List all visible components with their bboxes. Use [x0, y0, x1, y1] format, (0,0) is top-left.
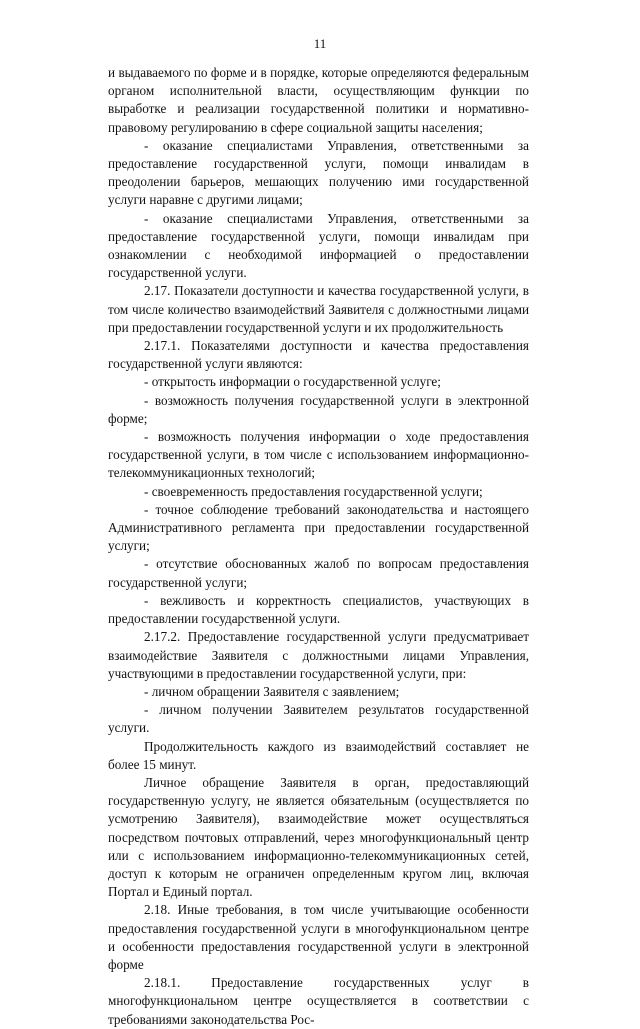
page-number: 11	[313, 36, 327, 51]
paragraph: Продолжительность каждого из взаимодействий составляет не более 15 минут.	[108, 738, 529, 772]
document-body	[108, 64, 529, 1029]
paragraph: - возможность получения информации о ходе предоставления государственной услуги, в том числе с использованием информационно-телекоммуникационных технологий;	[108, 429, 529, 481]
paragraph: - возможность получения государственной услуги в электронной форме;	[108, 392, 529, 426]
paragraph: - личном обращении Заявителя с заявлением;	[144, 683, 400, 699]
paragraph: - точное соблюдение требований законодательства и настоящего Административного регламента при предоставлении государственной услуги;	[108, 501, 529, 554]
paragraph: - своевременность предоставления государственной услуги;	[144, 483, 483, 499]
paragraph: - открытость информации о государственной услуге;	[144, 374, 441, 390]
paragraph: - оказание специалистами Управления, ответственными за предоставление государственной услуги, помощи инвалидам при ознакомлении с необходимой информацией о предоставлении государственной услуги.	[108, 210, 529, 281]
paragraph: - оказание специалистами Управления, ответственными за предоставление государственной услуги, помощи инвалидам в преодолении барьеров, мешающих получению ими государственной услуги наравне с другими лицами;	[108, 137, 529, 208]
paragraph: - отсутствие обоснованных жалоб по вопросам предоставления государственной услуги;	[108, 556, 529, 590]
paragraph: 2.17.1. Показателями доступности и качества предоставления государственной услуги являются:	[108, 338, 529, 372]
paragraph: Личное обращение Заявителя в орган, предоставляющий государственную услугу, не является обязательным (осуществляется по усмотрению Заявителя), взаимодействие может осуществляться посредством почтовых отправлений, через многофункциональный центр или с использованием информационно-телекоммуникационных сетей, доступ к которым не ограничен определенным кругом лиц, включая Портал и Единый портал.	[108, 774, 529, 900]
paragraph: 2.17.2. Предоставление государственной услуги предусматривает взаимодействие Заявителя с должностными лицами Управления, участвующими в предоставлении государственной услуги, при:	[108, 629, 529, 681]
paragraph: 2.17. Показатели доступности и качества государственной услуги, в том числе количество взаимодействий Заявителя с должностными лицами при предоставлении государственной услуги и их продолжительность	[108, 283, 529, 335]
paragraph: - вежливость и корректность специалистов, участвующих в предоставлении государственной услуги.	[108, 592, 529, 627]
paragraph: и выдаваемого по форме и в порядке, которые определяются федеральным органом исполнительной власти, осуществляющим функции по выработке и реализации государственной политики и нормативно-правовому регулированию в сфере социальной защиты населения;	[108, 65, 529, 135]
paragraph: 2.18.1. Предоставление государственных услуг в многофункциональном центре осуществляется в соответствии с требованиями законодательства Рос-	[108, 975, 529, 1027]
paragraph: - личном получении Заявителем результатов государственной услуги.	[108, 702, 529, 736]
paragraph: 2.18. Иные требования, в том числе учитывающие особенности предоставления государственной услуги в многофункциональном центре и особенности предоставления государственной услуги в электронной форме	[108, 902, 529, 972]
